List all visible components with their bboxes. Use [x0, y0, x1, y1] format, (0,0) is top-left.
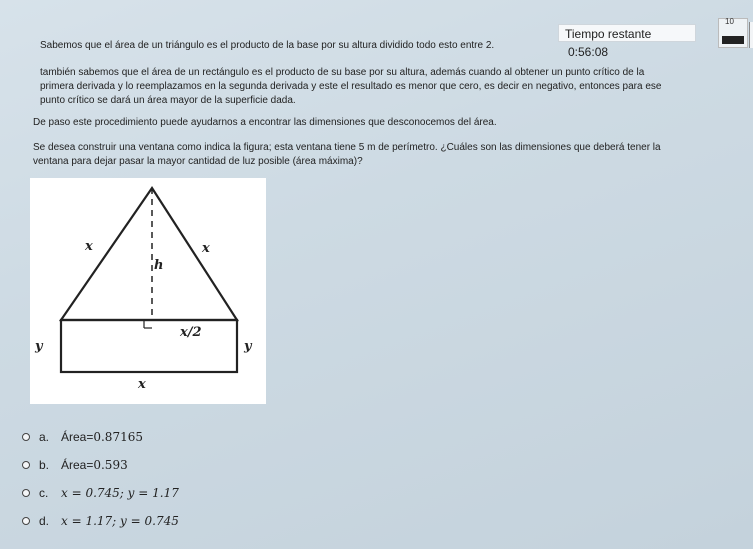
triangle-shape — [61, 188, 237, 320]
label-right-side: x — [202, 241, 210, 256]
window-figure — [30, 178, 266, 404]
radio-button[interactable] — [22, 433, 30, 441]
option-d[interactable] — [22, 512, 179, 530]
option-letter: d. — [39, 514, 50, 528]
label-left-y: y — [35, 339, 43, 354]
timer-label: Tiempo restante — [565, 27, 652, 41]
timer-value: 0:56:08 — [568, 45, 609, 59]
option-letter: a. — [39, 430, 50, 444]
radio-button[interactable] — [22, 517, 30, 525]
question-paragraph-2: también sabemos que el área de un rectángulo es el producto de su base por su altura, además cuando al obtener un punto crítico de la primera derivada y lo reemplazamos en la segunda derivada y este el resultado es menor que cero, es decir en negativo, entonces para ese punto crítico se dará un área mayor de la superficie dada. — [40, 67, 662, 106]
question-nav-number: 10 — [725, 17, 734, 26]
question-nav-flag — [722, 36, 744, 44]
label-left-side: x — [85, 239, 93, 254]
window-diagram — [30, 178, 266, 404]
option-value: x = 1.17; y = 0.745 — [61, 514, 179, 528]
option-value: 0.593 — [93, 458, 128, 472]
label-bottom: x — [138, 377, 146, 392]
label-height: h — [154, 258, 164, 273]
question-paragraph-3: De paso este procedimiento puede ayudarnos a encontrar las dimensiones que desconocemos del área. — [33, 117, 497, 128]
question-nav-button[interactable] — [718, 18, 748, 48]
question-paragraph-4: Se desea construir una ventana como indica la figura; esta ventana tiene 5 m de perímetro. ¿Cuáles son las dimensiones que deberá tener la ventana para dejar pasar la mayor cantidad de luz posible (área máxima)? — [33, 142, 661, 167]
option-value: 0.87165 — [93, 430, 143, 444]
question-paragraph-1: Sabemos que el área de un triángulo es el producto de la base por su altura dividido todo esto entre 2. — [40, 40, 495, 51]
option-prefix: Área= — [61, 430, 94, 444]
timer-box — [558, 24, 696, 59]
option-b[interactable] — [22, 456, 128, 474]
option-letter: c. — [39, 486, 49, 500]
question-nav-button-next[interactable] — [749, 22, 753, 48]
option-c[interactable] — [22, 484, 179, 502]
option-prefix: Área= — [61, 458, 94, 472]
option-a[interactable] — [22, 428, 143, 446]
radio-button[interactable] — [22, 489, 30, 497]
option-value: x = 0.745; y = 1.17 — [61, 486, 179, 500]
label-half-base: x/2 — [180, 325, 202, 340]
label-right-y: y — [244, 339, 252, 354]
option-letter: b. — [39, 458, 50, 472]
radio-button[interactable] — [22, 461, 30, 469]
